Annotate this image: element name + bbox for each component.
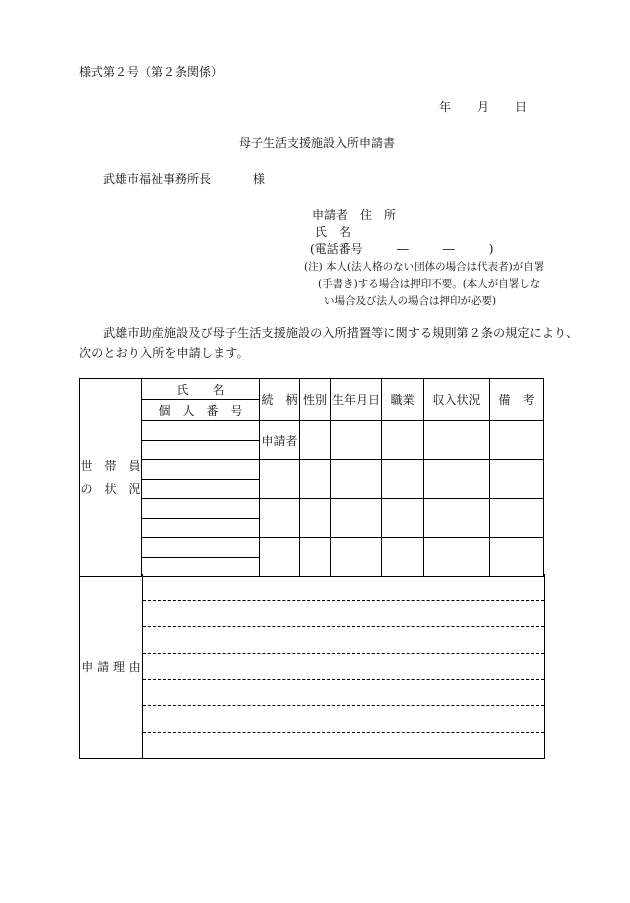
document-title: 母子生活支援施設入所申請書 [239, 136, 396, 150]
phone-open: (電話番号 [310, 242, 363, 256]
addressee: 武雄市福祉事務所長 [103, 172, 212, 186]
header-name: 氏 名 [142, 379, 260, 400]
member-1-remarks[interactable] [490, 421, 544, 460]
member-3-sex[interactable] [300, 499, 331, 538]
application-reason-section [79, 574, 545, 759]
honorific: 様 [253, 172, 266, 186]
phone-dash-2: ― [442, 242, 455, 256]
member-3-birthdate[interactable] [331, 499, 382, 538]
member-4-sex[interactable] [300, 538, 331, 577]
member-1-relation: 申請者 [260, 421, 300, 460]
member-4-relation[interactable] [260, 538, 300, 577]
member-1-occupation[interactable] [382, 421, 424, 460]
body-text-line-2: 次のとおり入所を申請します。 [79, 346, 249, 360]
member-2-sex[interactable] [300, 460, 331, 499]
member-1-birthdate[interactable] [331, 421, 382, 460]
header-remarks: 備 考 [490, 379, 544, 421]
header-birthdate: 生年月日 [331, 379, 382, 421]
member-1-sex[interactable] [300, 421, 331, 460]
member-2-income[interactable] [424, 460, 490, 499]
member-2-birthdate[interactable] [331, 460, 382, 499]
header-sex: 性別 [300, 379, 331, 421]
member-4-birthdate[interactable] [331, 538, 382, 577]
applicant-address-label: 申請者 住 所 [312, 208, 397, 222]
household-table [79, 378, 544, 577]
member-3-income[interactable] [424, 499, 490, 538]
applicant-name-label: 氏 名 [315, 225, 352, 239]
member-1-id[interactable] [142, 441, 260, 460]
member-4-income[interactable] [424, 538, 490, 577]
member-3-relation[interactable] [260, 499, 300, 538]
note-line-1: (注) 本人(法人格のない団体の場合は代表者)が自署 [304, 261, 545, 273]
header-relation: 続 柄 [260, 379, 300, 421]
date-line [439, 101, 527, 113]
phone-close: ) [488, 242, 494, 256]
member-4-occupation[interactable] [382, 538, 424, 577]
note-line-2: (手書き)する場合は押印不要。(本人が自署しな [318, 278, 541, 290]
phone-line [310, 243, 493, 255]
reason-line [143, 705, 544, 706]
member-1-name[interactable] [142, 421, 260, 441]
member-2-relation[interactable] [260, 460, 300, 499]
member-4-remarks[interactable] [490, 538, 544, 577]
member-1-income[interactable] [424, 421, 490, 460]
date-year: 年 [439, 100, 452, 114]
member-3-remarks[interactable] [490, 499, 544, 538]
reason-line [143, 600, 544, 601]
application-reason-label: 申 請 理 由 [80, 574, 143, 758]
member-3-name[interactable] [142, 499, 260, 519]
header-occupation: 職業 [382, 379, 424, 421]
reason-line [143, 626, 544, 627]
member-2-occupation[interactable] [382, 460, 424, 499]
reason-line [143, 653, 544, 654]
member-3-occupation[interactable] [382, 499, 424, 538]
body-text-line-1: 武雄市助産施設及び母子生活支援施設の入所措置等に関する規則第２条の規定により、 [103, 326, 579, 340]
reason-line [143, 732, 544, 733]
member-4-name[interactable] [142, 538, 260, 558]
date-month: 月 [477, 100, 490, 114]
household-members-label: 世 帯 員 の 状 況 [80, 379, 142, 577]
member-2-id[interactable] [142, 480, 260, 499]
header-id-number: 個 人 番 号 [142, 400, 260, 421]
reason-line [143, 679, 544, 680]
member-3-id[interactable] [142, 519, 260, 538]
note-line-3: い場合及び法人の場合は押印が必要) [324, 295, 497, 307]
header-income: 収入状況 [424, 379, 490, 421]
phone-dash-1: ― [396, 242, 409, 256]
date-day: 日 [515, 100, 528, 114]
form-reference: 様式第２号（第２条関係） [79, 65, 224, 79]
member-2-name[interactable] [142, 460, 260, 480]
application-reason-lines[interactable] [143, 574, 544, 758]
member-2-remarks[interactable] [490, 460, 544, 499]
